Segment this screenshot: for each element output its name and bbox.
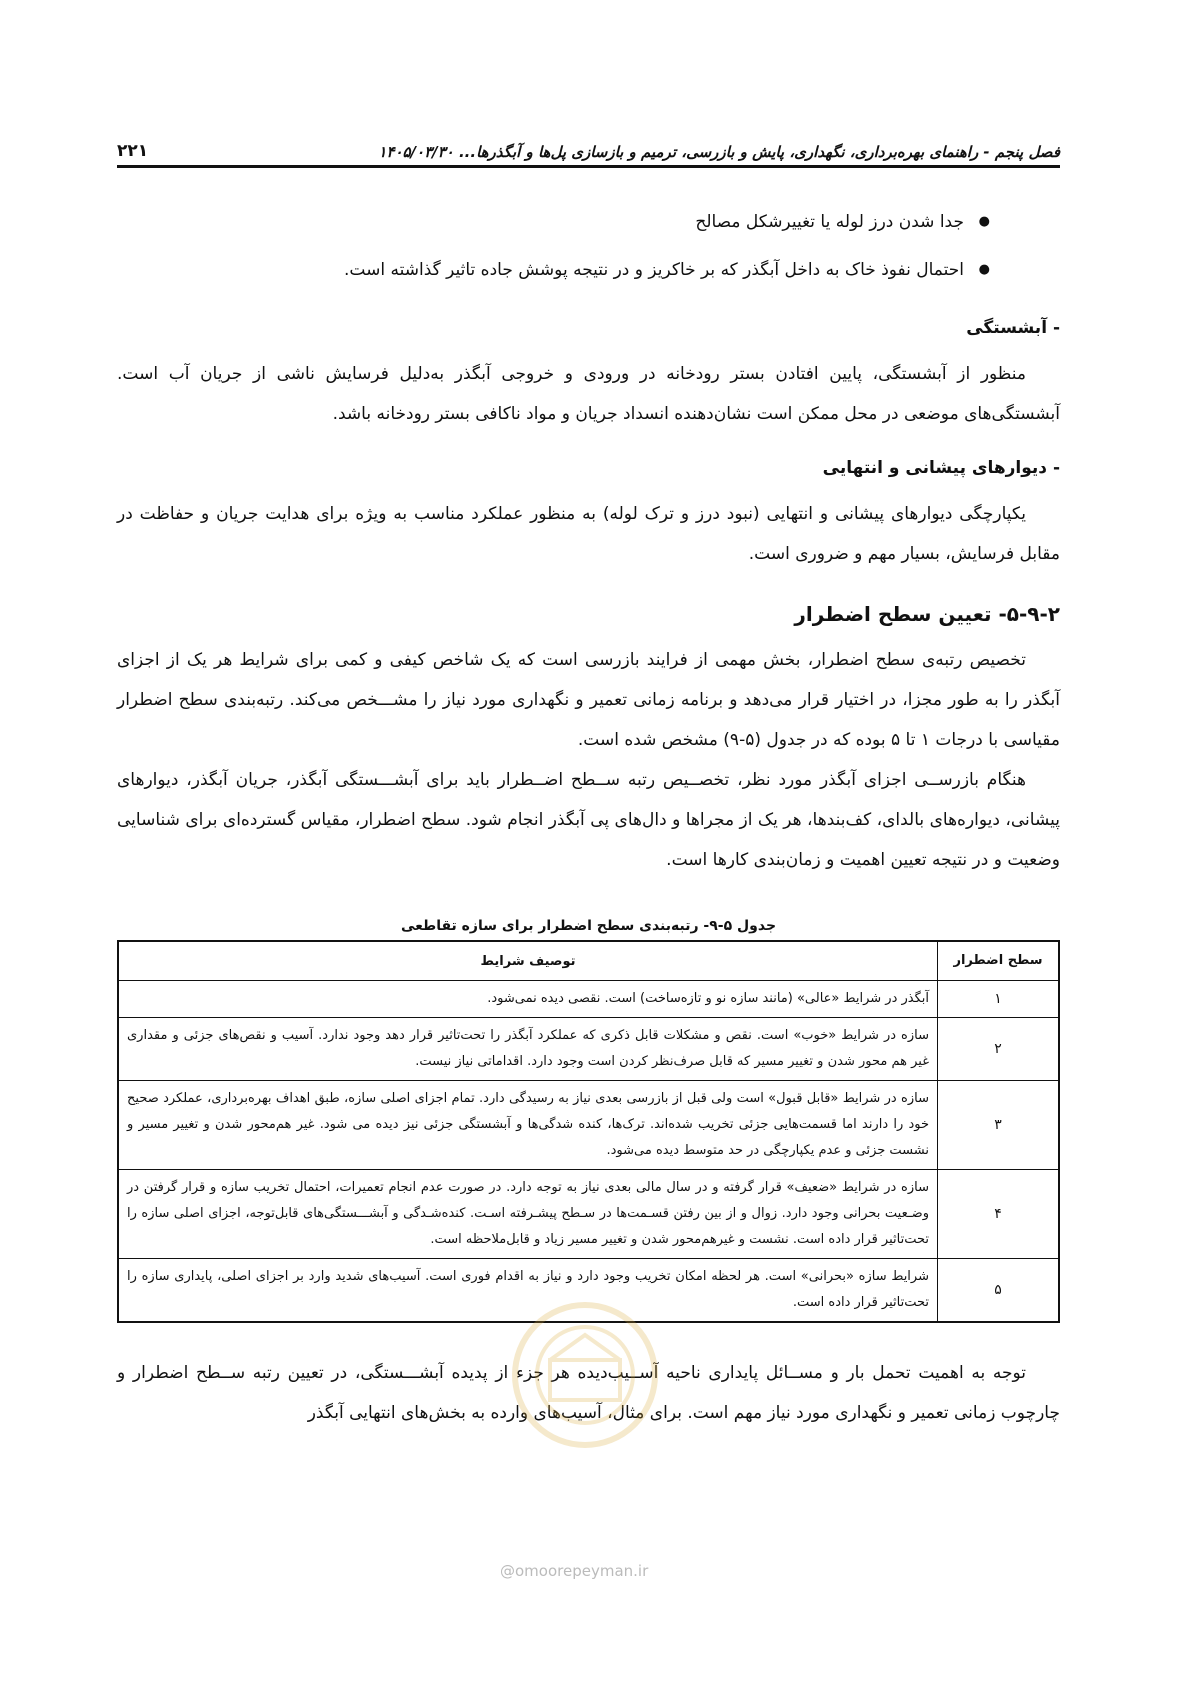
level-cell: ۲ bbox=[938, 1018, 1060, 1081]
level-cell: ۴ bbox=[938, 1170, 1060, 1259]
level-cell: ۵ bbox=[938, 1259, 1060, 1323]
running-title: فصل پنجم - راهنمای بهره‌برداری، نگهداری، پایش و بازرسی، ترمیم و بازسازی پل‌ها و آبگذرها... ۱۴۰۵/۰۳/۳۰ bbox=[378, 143, 1060, 161]
bullet-list bbox=[117, 198, 1060, 294]
header-desc: توصیف شرایط bbox=[118, 941, 938, 981]
watermark-site: @omoorepeyman.ir bbox=[500, 1562, 649, 1580]
walls-paragraph: یکپارچگی دیوارهای پیشانی و انتهایی (نبود درز و ترک لوله) به منظور عملکرد مناسب به ویژه برای هدایت جریان و حفاظت در مقابل فرسایش، بسیار مهم و ضروری است. bbox=[117, 504, 1060, 564]
table-caption: جدول ۵-۹- رتبه‌بندی سطح اضطرار برای سازه تقاطعی bbox=[400, 918, 777, 934]
header-level: سطح اضطرار bbox=[938, 941, 1060, 981]
desc-cell: سازه در شرایط «خوب» است. نقص و مشکلات قابل ذکری که عملکرد آبگذر را تحت‌تاثیر قرار دهد وجود ندارد. آسیب و نقص‌های جزئی و مقداری غیر هم محور شدن و تغییر مسیر که قابل صرف‌نظر کردن است وجود دارد. اقداماتی نیاز نیست. bbox=[118, 1018, 938, 1081]
section-heading: ۵-۹-۲- تعیین سطح اضطرار bbox=[794, 602, 1060, 626]
closing-paragraph: توجه به اهمیت تحمل بار و مســائل پایداری ناحیه آســیب‌دیده هر جزء از پدیده آبشـــستگی، در تعیین رتبه ســطح اضطرار و چارچوب زمانی تعمیر و نگهداری مورد نیاز مهم است. برای مثال، آسیب‌های وارده به بخش‌های انتهایی آبگذر bbox=[117, 1363, 1060, 1423]
table-row bbox=[118, 1170, 1059, 1259]
desc-cell: آبگذر در شرایط «عالی» (مانند سازه نو و تازه‌ساخت) است. نقصی دیده نمی‌شود. bbox=[118, 981, 938, 1018]
table-row bbox=[118, 981, 1059, 1018]
page-header bbox=[117, 128, 1060, 168]
scour-heading: - آبشستگی bbox=[966, 318, 1060, 338]
desc-cell: سازه در شرایط «قابل قبول» است ولی قبل از بازرسی بعدی نیاز به رسیدگی دارد. تمام اجزای اصلی سازه، طبق اهداف بهره‌برداری، عملکرد صحیح خود را دارند اما قسمت‌هایی جزئی تخریب شده‌اند. ترک‌ها، کنده شدگی‌ها و آبشستگی جزئی نیز دیده می شود. غیر هم‌محور شدن و تغییر مسیر و نشست جزئی و عدم یکپارچگی در حد متوسط دیده می‌شود. bbox=[118, 1081, 938, 1170]
table-row bbox=[118, 1018, 1059, 1081]
page-number: ۲۲۱ bbox=[117, 141, 149, 161]
urgency-table bbox=[117, 940, 1060, 1323]
scour-paragraph: منظور از آبشستگی، پایین افتادن بستر رودخانه در ورودی و خروجی آبگذر به‌دلیل فرسایش ناشی از جریان آب است. آبشستگی‌های موضعی در محل ممکن است نشان‌دهنده انسداد جریان و مواد ناکافی بستر رودخانه باشد. bbox=[117, 364, 1060, 424]
desc-cell: شرایط سازه «بحرانی» است. هر لحظه امکان تخریب وجود دارد و نیاز به اقدام فوری است. آسیب‌های شدید وارد بر اجزای اصلی، پایداری سازه را تحت‌تاثیر قرار داده است. bbox=[118, 1259, 938, 1323]
table-row bbox=[118, 1081, 1059, 1170]
desc-cell: سازه در شرایط «ضعیف» قرار گرفته و در سال مالی بعدی نیاز به توجه دارد. در صورت عدم انجام تعمیرات، احتمال تخریب سازه و قرار گرفتن در وضـعیت بحرانی وجود دارد. زوال و از بین رفتن قسـمت‌ها در سـطح پیشـرفته اسـت. کنده‌شـدگی و آبشـــستگی‌های قابل‌توجه، اجزای اصلی سازه را تحت‌تاثیر قرار داده است. نشست و غیرهم‌محور شدن و تغییر مسیر زیاد و قابل‌ملاحظه است. bbox=[118, 1170, 938, 1259]
section-paragraph-2: هنگام بازرســی اجزای آبگذر مورد نظر، تخصــیص رتبه ســطح اضــطرار باید برای آبشـــستگی آبگذر، جریان آبگذر، دیوارهای پیشانی، دیواره‌های بالدای، کف‌بندها، هر یک از مجراها و دال‌های پی آبگذر انجام شود. سطح اضطرار، مقیاس گسترده‌ای برای شناسایی وضعیت و در نتیجه تعیین اهمیت و زمان‌بندی کارها است. bbox=[117, 770, 1060, 870]
level-cell: ۳ bbox=[938, 1081, 1060, 1170]
level-cell: ۱ bbox=[938, 981, 1060, 1018]
table-header-row bbox=[118, 941, 1059, 981]
section-paragraph-1: تخصیص رتبه‌ی سطح اضطرار، بخش مهمی از فرایند بازرسی است که یک شاخص کیفی و کمی برای شرایط هر یک از اجزای آبگذر را به طور مجزا، در اختیار قرار می‌دهد و برنامه زمانی تعمیر و نگهداری مورد نیاز را مشـــخص می‌کند. رتبه‌بندی سطح اضطرار مقیاسی با درجات ۱ تا ۵ بوده که در جدول (۵-۹) مشخص شده است. bbox=[117, 650, 1060, 750]
bullet-item: ● احتمال نفوذ خاک به داخل آبگذر که بر خاکریز و در نتیجه پوشش جاده تاثیر گذاشته است. bbox=[117, 246, 990, 294]
walls-heading: - دیوارهای پیشانی و انتهایی bbox=[822, 458, 1060, 478]
table-row bbox=[118, 1259, 1059, 1323]
page-content bbox=[117, 198, 1060, 1433]
bullet-item: ● جدا شدن درز لوله یا تغییرشکل مصالح bbox=[117, 198, 990, 246]
